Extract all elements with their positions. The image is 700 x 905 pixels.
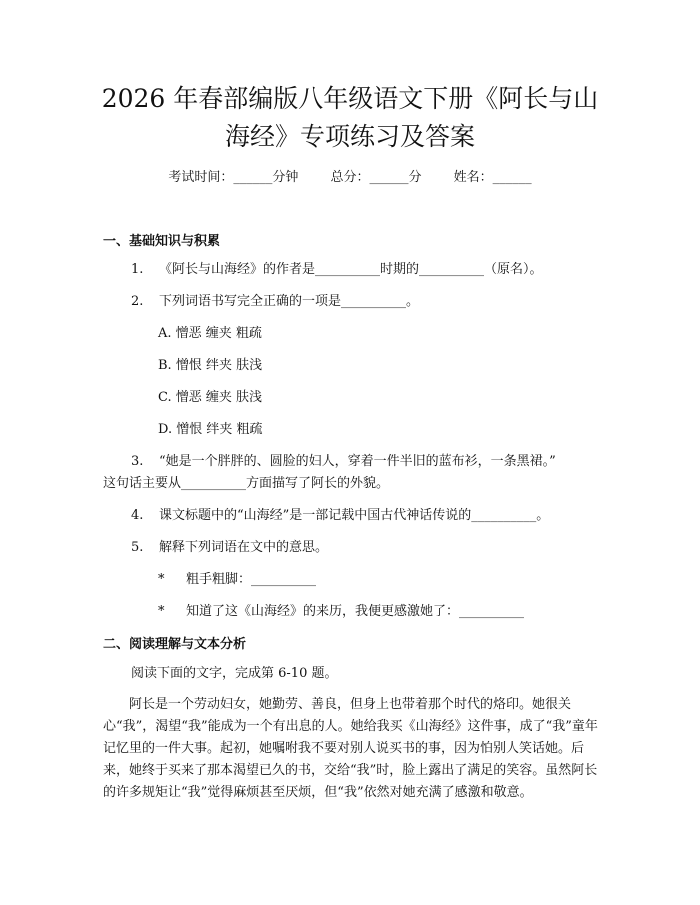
question-text: 解释下列词语在文中的意思。 [159,540,329,555]
question-4 [131,505,549,527]
list-item-text: 粗手粗脚：__________ [186,572,317,587]
exam-time: 考试时间：______分钟 [168,170,299,185]
section-heading-2: 二、阅读理解与文本分析 [103,637,247,652]
question-1 [131,259,543,281]
page-title [80,80,620,156]
question-2 [131,291,419,313]
reading-passage: 阿长是一个劳动妇女，她勤劳、善良，但身上也带着那个时代的烙印。她很关心“我”，渴望“我”能成为一个有出息的人。她给我买《山海经》这件事，成了“我”童年记忆里的一件大事。起初，她嘱咐我不要对别人说买书的事，因为怕别人笑话她。后来，她终于买来了那本渴望已久的书，交给“我”时，脸上露出了满足的笑容。虽然阿长的许多规矩让“我”觉得麻烦甚至厌烦，但“我”依然对她充满了感激和敬意。 [103,697,598,800]
reading-intro: 阅读下面的文字，完成第 6-10 题。 [131,666,338,681]
list-item-text: 知道了这《山海经》的来历，我便更感激她了：__________ [186,604,525,619]
question-text: 下列词语书写完全正确的一项是__________。 [159,294,420,309]
section-heading-1: 一、基础知识与积累 [103,234,221,249]
question-5 [131,537,328,559]
exam-score: 总分：______分 [330,170,422,185]
question-3 [131,451,556,473]
title-line-2: 海经》专项练习及答案 [224,122,475,151]
exam-name: 姓名：______ [453,170,532,185]
question-3-continuation: 这句话主要从__________方面描写了阿长的外貌。 [103,476,390,491]
question-text: 《阿长与山海经》的作者是__________时期的__________（原名）。 [159,262,543,277]
exam-info [0,168,700,188]
title-line-1: 2026 年春部编版八年级语文下册《阿长与山 [101,84,599,113]
option-b: B. 憎恨 绊夹 肤浅 [158,358,263,373]
question-number: 5. [131,540,144,555]
question-number: 1. [131,262,144,277]
option-a: A. 憎恶 缠夹 粗疏 [158,326,262,341]
question-text: 课文标题中的“山海经”是一部记载中国古代神话传说的__________。 [159,508,550,523]
list-item [158,569,316,591]
bullet: * [158,604,165,619]
option-d: D. 憎恨 绊夹 粗疏 [158,422,263,437]
question-number: 4. [131,508,144,523]
question-number: 3. [131,454,144,469]
list-item [158,601,524,623]
bullet: * [158,572,165,587]
option-c: C. 憎恶 缠夹 肤浅 [158,390,263,405]
question-number: 2. [131,294,144,309]
question-text: “她是一个胖胖的、圆脸的妇人，穿着一件半旧的蓝布衫，一条黑裙。” [159,454,556,469]
